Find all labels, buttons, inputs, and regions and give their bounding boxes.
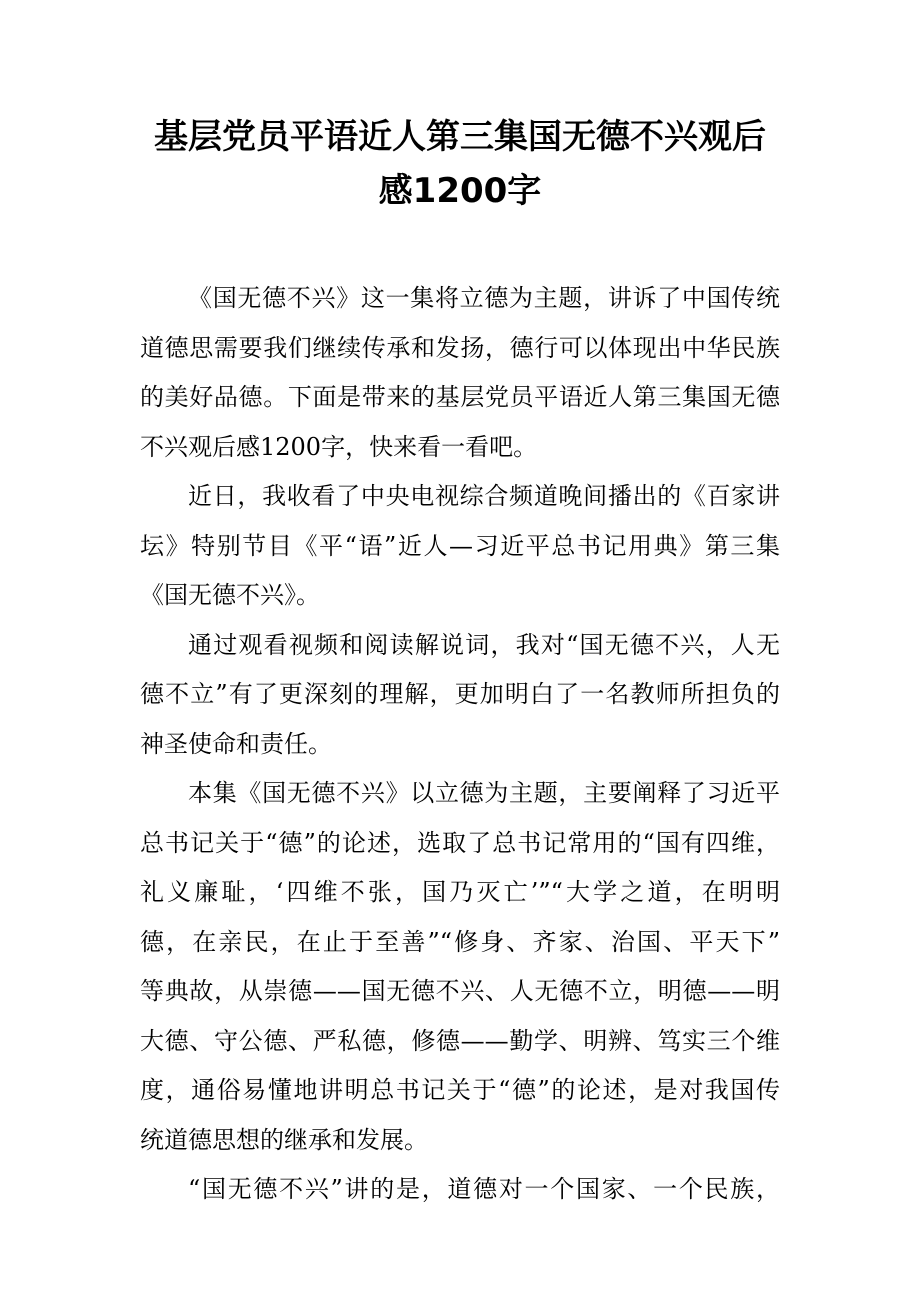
paragraph-line: 德，在亲民，在止于至善”“修身、齐家、治国、平天下” bbox=[140, 927, 780, 956]
paragraph-line: 礼义廉耻，‘四维不张，国乃灭亡’”“大学之道，在明明 bbox=[140, 878, 780, 906]
paragraph-line: 等典故，从崇德——国无德不兴、人无德不立，明德——明 bbox=[140, 977, 780, 1005]
document-title bbox=[140, 110, 780, 218]
paragraph-line: 德不立”有了更深刻的理解，更加明白了一名教师所担负的 bbox=[140, 680, 780, 708]
paragraph-line: 度，通俗易懂地讲明总书记关于“德”的论述，是对我国传 bbox=[140, 1076, 780, 1104]
paragraph-line: 的美好品德。下面是带来的基层党员平语近人第三集国无德 bbox=[140, 383, 780, 411]
paragraph bbox=[140, 472, 780, 621]
paragraph-line: 通过观看视频和阅读解说词，我对“国无德不兴，人无 bbox=[188, 630, 780, 659]
paragraph-line: 不兴观后感1200字，快来看一看吧。 bbox=[140, 432, 538, 461]
paragraph-line: 道德思需要我们继续传承和发扬，德行可以体现出中华民族 bbox=[140, 333, 780, 362]
paragraph bbox=[140, 769, 780, 1165]
paragraph-line: 《国无德不兴》。 bbox=[140, 581, 320, 609]
paragraph-line: 神圣使命和责任。 bbox=[140, 729, 332, 758]
title-line: 基层党员平语近人第三集国无德不兴观后 bbox=[154, 117, 766, 157]
paragraph bbox=[140, 274, 780, 472]
paragraph-line: 近日，我收看了中央电视综合频道晚间播出的《百家讲 bbox=[188, 482, 780, 510]
title-line: 感1200字 bbox=[378, 171, 542, 211]
paragraph-line: 《国无德不兴》这一集将立德为主题，讲诉了中国传统 bbox=[188, 284, 780, 312]
paragraph-line: 坛》特别节目《平“语”近人—习近平总书记用典》第三集 bbox=[140, 531, 780, 560]
document-body bbox=[140, 274, 780, 1215]
paragraph-line: 大德、守公德、严私德，修德——勤学、明辨、笃实三个维 bbox=[140, 1026, 780, 1055]
paragraph bbox=[140, 621, 780, 770]
paragraph-line: 统道德思想的继承和发展。 bbox=[140, 1125, 428, 1154]
paragraph-line: “国无德不兴”讲的是，道德对一个国家、一个民族， bbox=[188, 1175, 780, 1203]
paragraph-line: 总书记关于“德”的论述，选取了总书记常用的“国有四维， bbox=[140, 828, 780, 857]
paragraph-line: 本集《国无德不兴》以立德为主题，主要阐释了习近平 bbox=[188, 779, 780, 807]
paragraph bbox=[140, 1165, 780, 1215]
